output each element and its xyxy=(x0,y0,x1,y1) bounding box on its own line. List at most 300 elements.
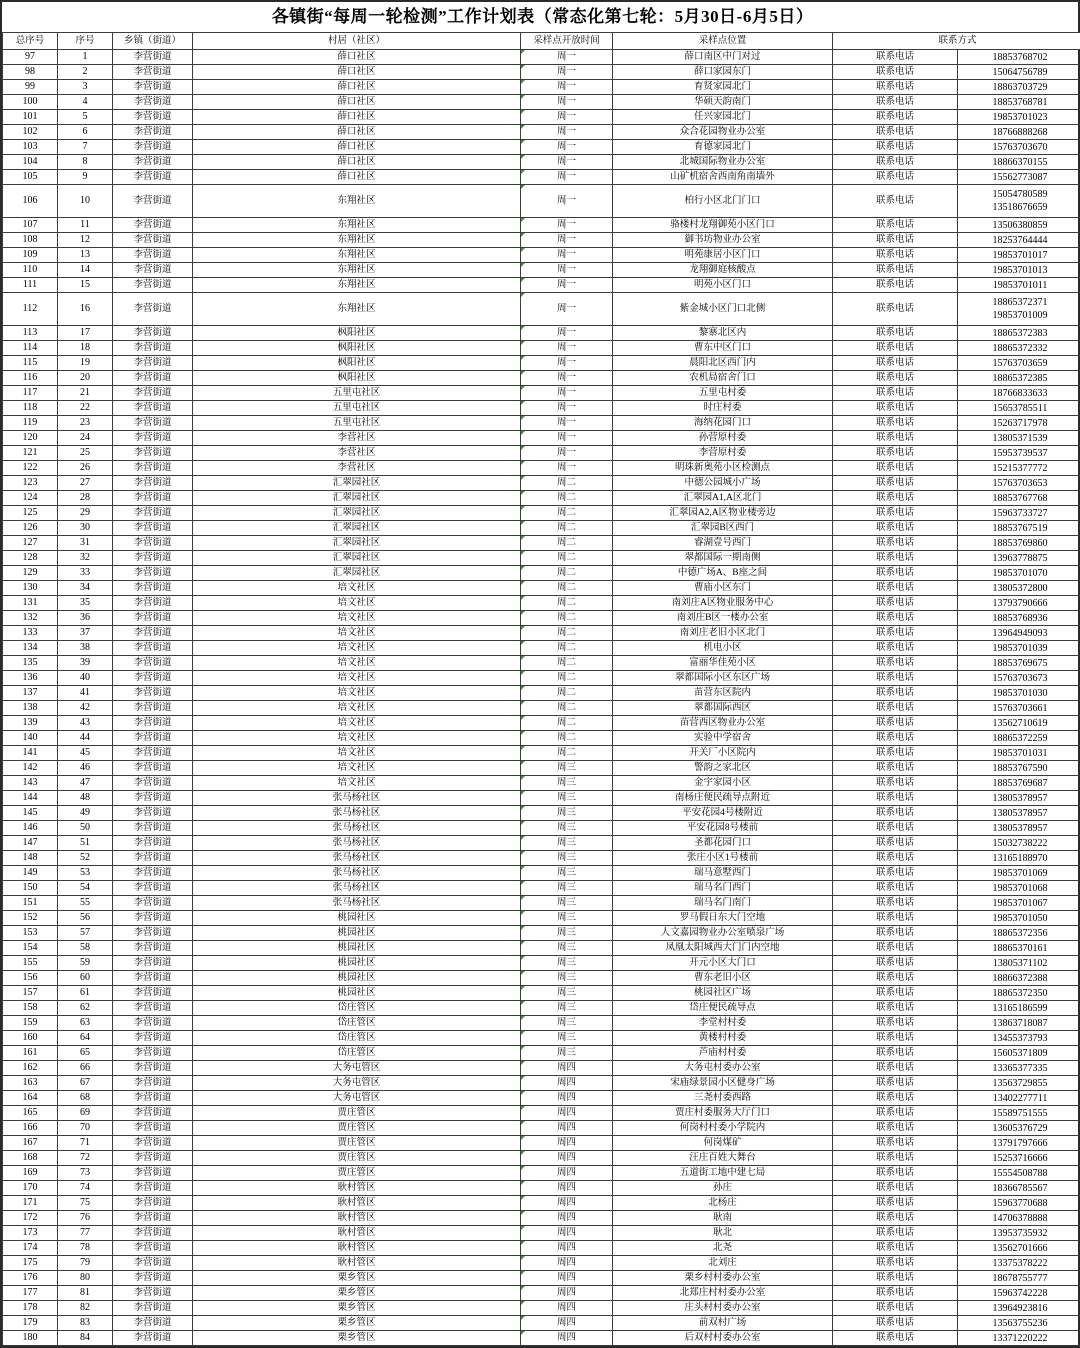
cell-seq: 53 xyxy=(58,866,113,881)
cell-town: 李营街道 xyxy=(113,551,193,566)
cell-phone xyxy=(958,1286,1080,1301)
cell-corner-flag-icon xyxy=(521,611,525,615)
cell-location: 耿南 xyxy=(613,1211,833,1226)
phone-number: 18866372388 xyxy=(959,972,1080,985)
cell-day: 周三 xyxy=(521,896,613,911)
cell-village: 耿村管区 xyxy=(193,1181,521,1196)
cell-location: 黄楼村村委 xyxy=(613,1031,833,1046)
cell-village: 培文社区 xyxy=(193,641,521,656)
cell-seq: 37 xyxy=(58,626,113,641)
cell-phone xyxy=(958,536,1080,551)
cell-phone xyxy=(958,731,1080,746)
phone-number: 18853768936 xyxy=(959,612,1080,625)
cell-location: 金宇家园小区 xyxy=(613,776,833,791)
cell-town: 李营街道 xyxy=(113,596,193,611)
cell-corner-flag-icon xyxy=(521,356,525,360)
cell-village: 栗乡管区 xyxy=(193,1316,521,1331)
cell-town: 李营街道 xyxy=(113,866,193,881)
cell-seq: 2 xyxy=(58,65,113,80)
table-row xyxy=(3,641,1080,656)
cell-corner-flag-icon xyxy=(521,806,525,810)
cell-contact-label: 联系电话 xyxy=(833,65,958,80)
cell-village: 耿村管区 xyxy=(193,1256,521,1271)
cell-town: 李营街道 xyxy=(113,1241,193,1256)
table-row xyxy=(3,1016,1080,1031)
phone-number: 15763703670 xyxy=(959,141,1080,154)
table-row xyxy=(3,1211,1080,1226)
cell-town: 李营街道 xyxy=(113,746,193,761)
cell-corner-flag-icon xyxy=(521,1331,525,1335)
cell-phone xyxy=(958,1241,1080,1256)
cell-village: 大务屯管区 xyxy=(193,1091,521,1106)
cell-total-no: 146 xyxy=(3,821,58,836)
cell-town: 李营街道 xyxy=(113,806,193,821)
schedule-table-body xyxy=(3,50,1080,1346)
cell-day: 周三 xyxy=(521,881,613,896)
cell-corner-flag-icon xyxy=(521,776,525,780)
cell-village: 东翔社区 xyxy=(193,185,521,218)
cell-town: 李营街道 xyxy=(113,125,193,140)
table-row xyxy=(3,506,1080,521)
table-row xyxy=(3,1061,1080,1076)
cell-phone xyxy=(958,881,1080,896)
cell-town: 李营街道 xyxy=(113,896,193,911)
cell-village: 张马杨社区 xyxy=(193,881,521,896)
cell-village: 东翔社区 xyxy=(193,293,521,326)
cell-total-no: 100 xyxy=(3,95,58,110)
cell-corner-flag-icon xyxy=(521,1226,525,1230)
cell-town: 李营街道 xyxy=(113,416,193,431)
cell-seq: 73 xyxy=(58,1166,113,1181)
cell-day: 周二 xyxy=(521,626,613,641)
phone-number: 15763703673 xyxy=(959,672,1080,685)
cell-location: 五道街工地中建七局 xyxy=(613,1166,833,1181)
cell-town: 李营街道 xyxy=(113,431,193,446)
cell-town: 李营街道 xyxy=(113,218,193,233)
cell-village: 贾庄管区 xyxy=(193,1136,521,1151)
cell-village: 薛口社区 xyxy=(193,125,521,140)
column-header: 村居（社区） xyxy=(193,33,521,50)
cell-corner-flag-icon xyxy=(521,566,525,570)
cell-seq: 39 xyxy=(58,656,113,671)
cell-day: 周二 xyxy=(521,506,613,521)
cell-village: 张马杨社区 xyxy=(193,896,521,911)
cell-total-no: 154 xyxy=(3,941,58,956)
cell-day: 周三 xyxy=(521,836,613,851)
table-row xyxy=(3,1091,1080,1106)
cell-contact-label: 联系电话 xyxy=(833,491,958,506)
cell-town: 李营街道 xyxy=(113,911,193,926)
cell-town: 李营街道 xyxy=(113,1166,193,1181)
cell-village: 培文社区 xyxy=(193,611,521,626)
cell-location: 翠都国际一期南侧 xyxy=(613,551,833,566)
cell-seq: 71 xyxy=(58,1136,113,1151)
cell-village: 培文社区 xyxy=(193,686,521,701)
cell-contact-label: 联系电话 xyxy=(833,263,958,278)
table-row xyxy=(3,896,1080,911)
cell-contact-label: 联系电话 xyxy=(833,341,958,356)
table-row xyxy=(3,656,1080,671)
cell-seq: 13 xyxy=(58,248,113,263)
cell-corner-flag-icon xyxy=(521,341,525,345)
table-row xyxy=(3,170,1080,185)
cell-total-no: 127 xyxy=(3,536,58,551)
cell-phone xyxy=(958,65,1080,80)
cell-day: 周四 xyxy=(521,1286,613,1301)
cell-seq: 15 xyxy=(58,278,113,293)
phone-number: 18766833633 xyxy=(959,387,1080,400)
phone-number: 14706378888 xyxy=(959,1212,1080,1225)
cell-corner-flag-icon xyxy=(521,110,525,114)
cell-total-no: 152 xyxy=(3,911,58,926)
cell-day: 周三 xyxy=(521,791,613,806)
cell-day: 周二 xyxy=(521,596,613,611)
cell-day: 周三 xyxy=(521,926,613,941)
cell-total-no: 129 xyxy=(3,566,58,581)
cell-town: 李营街道 xyxy=(113,731,193,746)
phone-number: 18853768781 xyxy=(959,96,1080,109)
cell-location: 李营原村委 xyxy=(613,446,833,461)
cell-contact-label: 联系电话 xyxy=(833,1226,958,1241)
cell-total-no: 117 xyxy=(3,386,58,401)
table-row xyxy=(3,65,1080,80)
cell-town: 李营街道 xyxy=(113,761,193,776)
cell-corner-flag-icon xyxy=(521,626,525,630)
table-row xyxy=(3,1316,1080,1331)
cell-contact-label: 联系电话 xyxy=(833,776,958,791)
cell-town: 李营街道 xyxy=(113,1211,193,1226)
cell-location: 紫金城小区门口北侧 xyxy=(613,293,833,326)
cell-town: 李营街道 xyxy=(113,446,193,461)
cell-village: 岱庄管区 xyxy=(193,1031,521,1046)
cell-contact-label: 联系电话 xyxy=(833,50,958,65)
cell-location: 北刘庄 xyxy=(613,1256,833,1271)
cell-contact-label: 联系电话 xyxy=(833,1241,958,1256)
cell-seq: 43 xyxy=(58,716,113,731)
table-row xyxy=(3,986,1080,1001)
cell-day: 周三 xyxy=(521,806,613,821)
cell-town: 李营街道 xyxy=(113,1151,193,1166)
cell-seq: 57 xyxy=(58,926,113,941)
phone-number: 18863703729 xyxy=(959,81,1080,94)
cell-village: 培文社区 xyxy=(193,761,521,776)
cell-day: 周二 xyxy=(521,536,613,551)
cell-phone xyxy=(958,581,1080,596)
cell-total-no: 128 xyxy=(3,551,58,566)
cell-day: 周一 xyxy=(521,155,613,170)
phone-number: 13402277711 xyxy=(959,1092,1080,1105)
table-row xyxy=(3,326,1080,341)
cell-location: 平安花园8号楼前 xyxy=(613,821,833,836)
cell-contact-label: 联系电话 xyxy=(833,791,958,806)
cell-total-no: 167 xyxy=(3,1136,58,1151)
cell-day: 周一 xyxy=(521,95,613,110)
cell-phone xyxy=(958,1211,1080,1226)
cell-contact-label: 联系电话 xyxy=(833,1016,958,1031)
cell-day: 周二 xyxy=(521,716,613,731)
cell-corner-flag-icon xyxy=(521,386,525,390)
cell-village: 东翔社区 xyxy=(193,233,521,248)
cell-town: 李营街道 xyxy=(113,140,193,155)
cell-contact-label: 联系电话 xyxy=(833,431,958,446)
cell-corner-flag-icon xyxy=(521,926,525,930)
table-row xyxy=(3,386,1080,401)
phone-number: 15605371809 xyxy=(959,1047,1080,1060)
cell-contact-label: 联系电话 xyxy=(833,1211,958,1226)
cell-total-no: 132 xyxy=(3,611,58,626)
cell-total-no: 125 xyxy=(3,506,58,521)
cell-total-no: 115 xyxy=(3,356,58,371)
table-row xyxy=(3,1331,1080,1346)
cell-day: 周四 xyxy=(521,1091,613,1106)
phone-number: 15763703661 xyxy=(959,702,1080,715)
cell-town: 李营街道 xyxy=(113,506,193,521)
cell-village: 五里屯社区 xyxy=(193,386,521,401)
phone-number: 18853769675 xyxy=(959,657,1080,670)
cell-phone xyxy=(958,926,1080,941)
phone-number: 19853701068 xyxy=(959,882,1080,895)
cell-day: 周二 xyxy=(521,731,613,746)
cell-town: 李营街道 xyxy=(113,821,193,836)
cell-corner-flag-icon xyxy=(521,551,525,555)
cell-village: 东翔社区 xyxy=(193,248,521,263)
cell-seq: 32 xyxy=(58,551,113,566)
cell-village: 东翔社区 xyxy=(193,218,521,233)
phone-number: 15054780589 xyxy=(959,188,1080,201)
schedule-table xyxy=(2,2,1080,1346)
table-row xyxy=(3,521,1080,536)
cell-location: 机电小区 xyxy=(613,641,833,656)
cell-total-no: 169 xyxy=(3,1166,58,1181)
cell-contact-label: 联系电话 xyxy=(833,371,958,386)
cell-corner-flag-icon xyxy=(521,1286,525,1290)
phone-number: 15653785511 xyxy=(959,402,1080,415)
cell-phone xyxy=(958,656,1080,671)
cell-day: 周一 xyxy=(521,278,613,293)
cell-phone xyxy=(958,551,1080,566)
table-row xyxy=(3,476,1080,491)
table-row xyxy=(3,566,1080,581)
cell-phone xyxy=(958,941,1080,956)
cell-seq: 56 xyxy=(58,911,113,926)
cell-contact-label: 联系电话 xyxy=(833,1331,958,1346)
phone-number: 15064756789 xyxy=(959,66,1080,79)
cell-town: 李营街道 xyxy=(113,95,193,110)
cell-town: 李营街道 xyxy=(113,1001,193,1016)
cell-contact-label: 联系电话 xyxy=(833,155,958,170)
cell-town: 李营街道 xyxy=(113,1316,193,1331)
cell-corner-flag-icon xyxy=(521,986,525,990)
cell-day: 周三 xyxy=(521,911,613,926)
phone-number: 18865372350 xyxy=(959,987,1080,1000)
cell-seq: 50 xyxy=(58,821,113,836)
cell-location: 华硕天韵南门 xyxy=(613,95,833,110)
cell-contact-label: 联系电话 xyxy=(833,1196,958,1211)
column-header: 采样点开放时间 xyxy=(521,33,613,50)
cell-seq: 49 xyxy=(58,806,113,821)
cell-corner-flag-icon xyxy=(521,851,525,855)
cell-location: 海纳花园门口 xyxy=(613,416,833,431)
cell-total-no: 180 xyxy=(3,1331,58,1346)
table-row xyxy=(3,185,1080,218)
cell-seq: 21 xyxy=(58,386,113,401)
cell-phone xyxy=(958,401,1080,416)
cell-seq: 14 xyxy=(58,263,113,278)
cell-total-no: 142 xyxy=(3,761,58,776)
phone-number: 13506380859 xyxy=(959,219,1080,232)
cell-corner-flag-icon xyxy=(521,1046,525,1050)
cell-town: 李营街道 xyxy=(113,401,193,416)
cell-phone xyxy=(958,971,1080,986)
cell-location: 瑞马名门南门 xyxy=(613,896,833,911)
cell-location: 苗营东区院内 xyxy=(613,686,833,701)
cell-town: 李营街道 xyxy=(113,170,193,185)
cell-corner-flag-icon xyxy=(521,80,525,84)
cell-contact-label: 联系电话 xyxy=(833,356,958,371)
phone-number: 13963778875 xyxy=(959,552,1080,565)
cell-village: 薛口社区 xyxy=(193,170,521,185)
cell-village: 李营社区 xyxy=(193,461,521,476)
cell-corner-flag-icon xyxy=(521,1301,525,1305)
phone-number: 19853701069 xyxy=(959,867,1080,880)
cell-location: 开关厂小区院内 xyxy=(613,746,833,761)
cell-phone xyxy=(958,1151,1080,1166)
phone-number: 13805378957 xyxy=(959,807,1080,820)
cell-corner-flag-icon xyxy=(521,218,525,222)
cell-contact-label: 联系电话 xyxy=(833,596,958,611)
table-row xyxy=(3,1301,1080,1316)
phone-number: 18853768702 xyxy=(959,51,1080,64)
cell-town: 李营街道 xyxy=(113,971,193,986)
cell-location: 骆楼村龙翔御苑小区门口 xyxy=(613,218,833,233)
cell-day: 周一 xyxy=(521,461,613,476)
table-row xyxy=(3,1031,1080,1046)
cell-total-no: 158 xyxy=(3,1001,58,1016)
cell-village: 薛口社区 xyxy=(193,50,521,65)
cell-phone xyxy=(958,1121,1080,1136)
cell-phone xyxy=(958,836,1080,851)
cell-location: 富丽华佳苑小区 xyxy=(613,656,833,671)
table-row xyxy=(3,716,1080,731)
column-header: 联系方式 xyxy=(833,33,1080,50)
cell-location: 明珠新奥苑小区检测点 xyxy=(613,461,833,476)
cell-phone xyxy=(958,1061,1080,1076)
cell-seq: 68 xyxy=(58,1091,113,1106)
column-header-row xyxy=(3,33,1080,50)
cell-phone xyxy=(958,1166,1080,1181)
cell-village: 桃园社区 xyxy=(193,911,521,926)
cell-location: 薛口家园东门 xyxy=(613,65,833,80)
cell-total-no: 113 xyxy=(3,326,58,341)
cell-village: 培文社区 xyxy=(193,626,521,641)
table-row xyxy=(3,1046,1080,1061)
cell-corner-flag-icon xyxy=(521,1121,525,1125)
cell-town: 李营街道 xyxy=(113,611,193,626)
cell-location: 北郑庄村村委办公室 xyxy=(613,1286,833,1301)
cell-town: 李营街道 xyxy=(113,326,193,341)
table-row xyxy=(3,1076,1080,1091)
cell-seq: 10 xyxy=(58,185,113,218)
cell-town: 李营街道 xyxy=(113,341,193,356)
cell-town: 李营街道 xyxy=(113,110,193,125)
cell-corner-flag-icon xyxy=(521,701,525,705)
table-row xyxy=(3,1136,1080,1151)
cell-phone xyxy=(958,233,1080,248)
cell-seq: 23 xyxy=(58,416,113,431)
cell-seq: 11 xyxy=(58,218,113,233)
cell-location: 后双村村委办公室 xyxy=(613,1331,833,1346)
cell-corner-flag-icon xyxy=(521,686,525,690)
table-row xyxy=(3,401,1080,416)
cell-contact-label: 联系电话 xyxy=(833,461,958,476)
cell-town: 李营街道 xyxy=(113,386,193,401)
cell-day: 周二 xyxy=(521,611,613,626)
cell-corner-flag-icon xyxy=(521,1076,525,1080)
cell-village: 张马杨社区 xyxy=(193,806,521,821)
cell-contact-label: 联系电话 xyxy=(833,611,958,626)
cell-location: 育贤家园北门 xyxy=(613,80,833,95)
cell-total-no: 114 xyxy=(3,341,58,356)
phone-number: 18865372259 xyxy=(959,732,1080,745)
cell-total-no: 178 xyxy=(3,1301,58,1316)
cell-contact-label: 联系电话 xyxy=(833,446,958,461)
phone-number: 13562701666 xyxy=(959,1242,1080,1255)
cell-corner-flag-icon xyxy=(521,821,525,825)
cell-location: 山矿机宿舍西南角南墙外 xyxy=(613,170,833,185)
cell-phone xyxy=(958,896,1080,911)
column-header: 采样点位置 xyxy=(613,33,833,50)
cell-seq: 82 xyxy=(58,1301,113,1316)
cell-village: 五里屯社区 xyxy=(193,401,521,416)
table-row xyxy=(3,491,1080,506)
phone-number: 13375378222 xyxy=(959,1257,1080,1270)
phone-number: 13605376729 xyxy=(959,1122,1080,1135)
cell-day: 周一 xyxy=(521,125,613,140)
cell-phone xyxy=(958,248,1080,263)
cell-village: 薛口社区 xyxy=(193,140,521,155)
cell-town: 李营街道 xyxy=(113,50,193,65)
cell-seq: 36 xyxy=(58,611,113,626)
table-row xyxy=(3,686,1080,701)
cell-contact-label: 联系电话 xyxy=(833,1031,958,1046)
cell-village: 薛口社区 xyxy=(193,155,521,170)
cell-location: 张庄小区1号楼前 xyxy=(613,851,833,866)
cell-town: 李营街道 xyxy=(113,476,193,491)
cell-location: 瑞马意墅西门 xyxy=(613,866,833,881)
cell-day: 周四 xyxy=(521,1316,613,1331)
table-row xyxy=(3,761,1080,776)
cell-day: 周二 xyxy=(521,551,613,566)
cell-seq: 24 xyxy=(58,431,113,446)
phone-number: 15589751555 xyxy=(959,1107,1080,1120)
table-row xyxy=(3,1226,1080,1241)
cell-town: 李营街道 xyxy=(113,1226,193,1241)
cell-corner-flag-icon xyxy=(521,170,525,174)
cell-town: 李营街道 xyxy=(113,836,193,851)
table-row xyxy=(3,1151,1080,1166)
cell-total-no: 175 xyxy=(3,1256,58,1271)
cell-seq: 46 xyxy=(58,761,113,776)
cell-phone xyxy=(958,716,1080,731)
cell-village: 贾庄管区 xyxy=(193,1106,521,1121)
table-row xyxy=(3,218,1080,233)
cell-day: 周一 xyxy=(521,401,613,416)
cell-seq: 31 xyxy=(58,536,113,551)
cell-location: 李堂村村委 xyxy=(613,1016,833,1031)
cell-total-no: 123 xyxy=(3,476,58,491)
table-row xyxy=(3,1001,1080,1016)
cell-corner-flag-icon xyxy=(521,761,525,765)
